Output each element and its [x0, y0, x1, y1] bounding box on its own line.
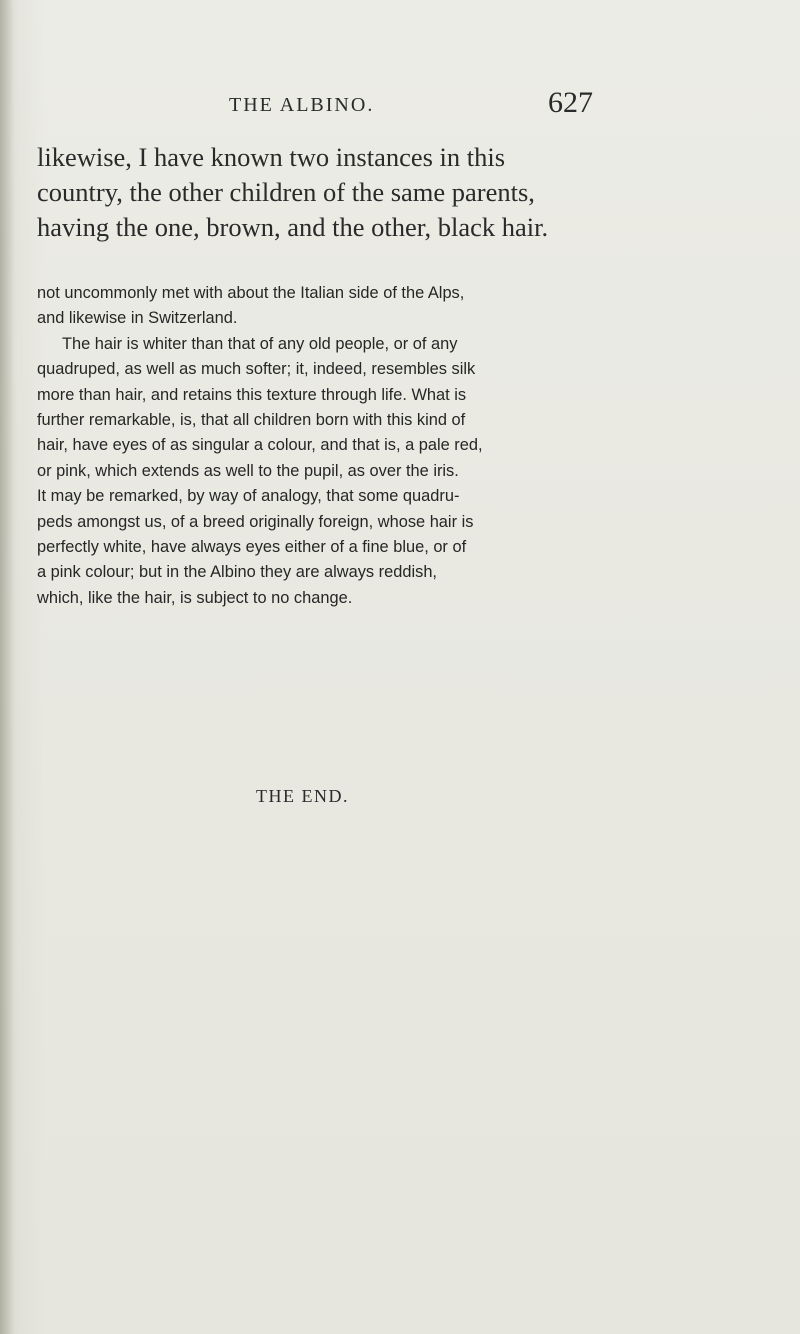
large-type-paragraph	[37, 140, 617, 245]
body-paragraphs	[37, 281, 617, 611]
text-line: a pink colour; but in the Albino they are always reddish,	[37, 563, 437, 582]
text-line: and likewise in Switzerland.	[37, 309, 238, 328]
text-line: country, the other children of the same parents,	[37, 177, 535, 207]
text-line: more than hair, and retains this texture through life. What is	[37, 385, 467, 404]
text-line: further remarkable, is, that all children born with this kind of	[37, 411, 466, 430]
text-line: perfectly white, have always eyes either of a fine blue, or of	[37, 538, 467, 557]
text-line: or pink, which extends as well to the pupil, as over the iris.	[37, 461, 459, 480]
running-head: THE ALBINO.	[229, 94, 375, 116]
text-line: having the one, brown, and the other, black hair.	[37, 212, 549, 242]
text-line: likewise, I have known two instances in this	[37, 142, 506, 172]
text-line: which, like the hair, is subject to no change.	[37, 588, 353, 607]
text-line: quadruped, as well as much softer; it, indeed, resembles silk	[37, 360, 476, 379]
page-number: 627	[548, 86, 593, 119]
page-gutter-shadow	[0, 0, 14, 1334]
text-line: peds amongst us, of a breed originally foreign, whose hair is	[37, 512, 474, 531]
text-line: not uncommonly met with about the Italian side of the Alps,	[37, 284, 465, 302]
text-line: The hair is whiter than that of any old people, or of any	[62, 334, 458, 353]
the-end-label: THE END.	[256, 786, 349, 806]
text-line: hair, have eyes of as singular a colour, and that is, a pale red,	[37, 436, 483, 455]
text-line: It may be remarked, by way of analogy, that some quadru-	[37, 487, 460, 506]
